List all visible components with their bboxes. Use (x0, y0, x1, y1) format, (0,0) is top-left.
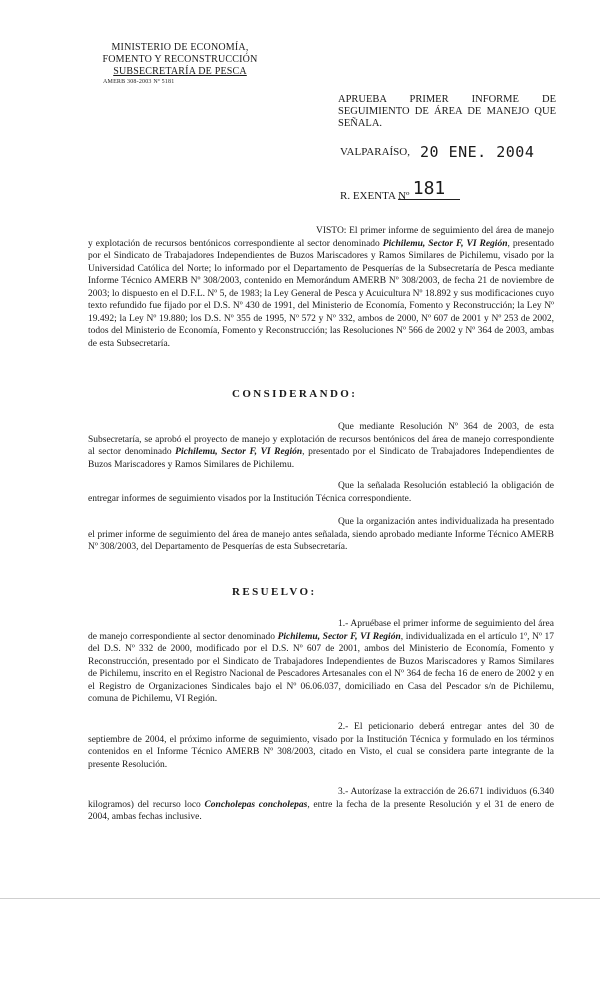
exenta-number: 181 (398, 178, 460, 200)
scan-edge-line (0, 898, 600, 899)
place-label: VALPARAÍSO, (340, 146, 410, 158)
exenta-label: R. EXENTA Nº (340, 190, 410, 202)
considerando-1 (88, 421, 554, 471)
title-line-2: SEGUIMIENTO DE ÁREA DE MANEJO QUE (338, 106, 556, 117)
c1-text-a: Que mediante Resolución Nº 364 de 2003, de esta Subsecretaría, se aprobó el proyecto de manejo y explotación de recursos bentónicos del área de manejo correspondiente al sector denominado (88, 422, 554, 457)
title-line-1: APRUEBA PRIMER INFORME DE (338, 94, 556, 105)
resuelvo-3 (88, 786, 554, 824)
c1-text-b: , presentado por el Sindicato de Trabajadores Independientes de Buzos Mariscadores y Ramos Similares de Pichilemu. (88, 447, 554, 470)
r1-sector: Pichilemu, Sector F, VI Región (277, 631, 401, 642)
letterhead (95, 42, 265, 86)
letterhead-ministry: MINISTERIO DE ECONOMÍA, (111, 42, 249, 53)
title-line-3: SEÑALA. (338, 118, 383, 129)
letterhead-subsecretaria: SUBSECRETARÍA DE PESCA (113, 66, 247, 77)
c2-text: Que la señalada Resolución estableció la obligación de entregar informes de seguimiento visados por la Institución Técnica correspondiente. (88, 481, 554, 504)
visto-paragraph (88, 225, 554, 350)
c3-text: Que la organización antes individualizada ha presentado el primer informe de seguimiento del área de manejo antes señalada, siendo aprobado mediante Informe Técnico AMERB Nº 308/2003, del Departamento de Pesquerías de esta Subsecretaría. (88, 517, 554, 552)
resuelvo-heading: RESUELVO: (232, 586, 317, 598)
r1-text-a: 1.- Apruébase el primer informe de seguimiento del área de manejo correspondiente al sector denominado (88, 619, 554, 642)
considerando-heading: CONSIDERANDO: (232, 388, 358, 400)
r3-text-b: , entre la fecha de la presente Resolución y el 31 de enero de 2004, ambas fechas inclusive. (88, 799, 554, 822)
resuelvo-1 (88, 618, 554, 706)
date-stamp: 20 ENE. 2004 (420, 143, 535, 161)
visto-sector: Pichilemu, Sector F, VI Región (382, 238, 508, 249)
letterhead-ministry-2: FOMENTO Y RECONSTRUCCIÓN (102, 54, 258, 65)
r1-text-b: , individualizada en el artículo 1º, Nº 17 del D.S. Nº 332 de 2000, modificado por el D.S. Nº 607 de 2001, ambos del Ministerio de Economía, Fomento y Reconstrucción, presentado por el Sindicato de Trabajadores Independientes de Buzos Mariscadores y Ramos Similares de Pichilemu, inscrito en el Registro Nacional de Pescadores Artesanales con el Nº 364 de fecha 16 de enero de 2002 y en el Registro de Organizaciones Sindicales bajo el Nº 06.06.037, domiciliado en Casa del Pescador s/n de Pichilemu, comuna de Pichilemu, VI Región. (88, 631, 554, 704)
document-title (338, 94, 556, 130)
r3-text-a: 3.- Autorízase la extracción de 26.671 individuos (6.340 kilogramos) del recurso loco (88, 787, 554, 810)
letterhead-reference: AMERB 308-2003 Nº 5181 (103, 79, 175, 85)
c1-sector: Pichilemu, Sector F, VI Región (175, 447, 303, 457)
r3-species: Concholepas concholepas (204, 799, 308, 810)
visto-text-a: VISTO: El primer informe de seguimiento del área de manejo y explotación de recursos bentónicos correspondiente al sector denominado (88, 226, 554, 249)
considerando-3 (88, 516, 554, 554)
resuelvo-2 (88, 721, 554, 771)
visto-text-b: , presentado por el Sindicato de Trabajadores Independientes de Buzos Mariscadores y Ramos Similares de Pichilemu, visado por la Universidad Católica del Norte; lo informado por el Departamento de Pesquerías de la Subsecretaría de Pesca mediante Informe Técnico AMERB Nº 308/2003, contenido en Memorándum AMERB Nº 308/2003, de fecha 21 de noviembre de 2003; lo dispuesto en el D.F.L. Nº 5, de 1983; la Ley General de Pesca y Acuicultura Nº 18.892 y sus modificaciones cuyo texto refundido fue fijado por el D.S. Nº 430 de 1991, del Ministerio de Economía, Fomento y Reconstrucción; la Ley Nº 19.492; la Ley Nº 19.880; los D.S. Nº 355 de 1995, Nº 572 y Nº 332, ambos de 2000, Nº 607 de 2001 y Nº 253 de 2002, todos del Ministerio de Economía, Fomento y Reconstrucción; las Resoluciones Nº 566 de 2002 y Nº 364 de 2003, ambas de esta Subsecretaría. (88, 238, 554, 349)
considerando-2 (88, 480, 554, 505)
r2-text: 2.- El peticionario deberá entregar antes del 30 de septiembre de 2004, el próximo informe de seguimiento, visado por la Institución Técnica y formulado en los términos contenidos en el Informe Técnico AMERB Nº 308/2003, citado en Visto, el cual se considera parte integrante de la presente Resolución. (88, 722, 554, 770)
